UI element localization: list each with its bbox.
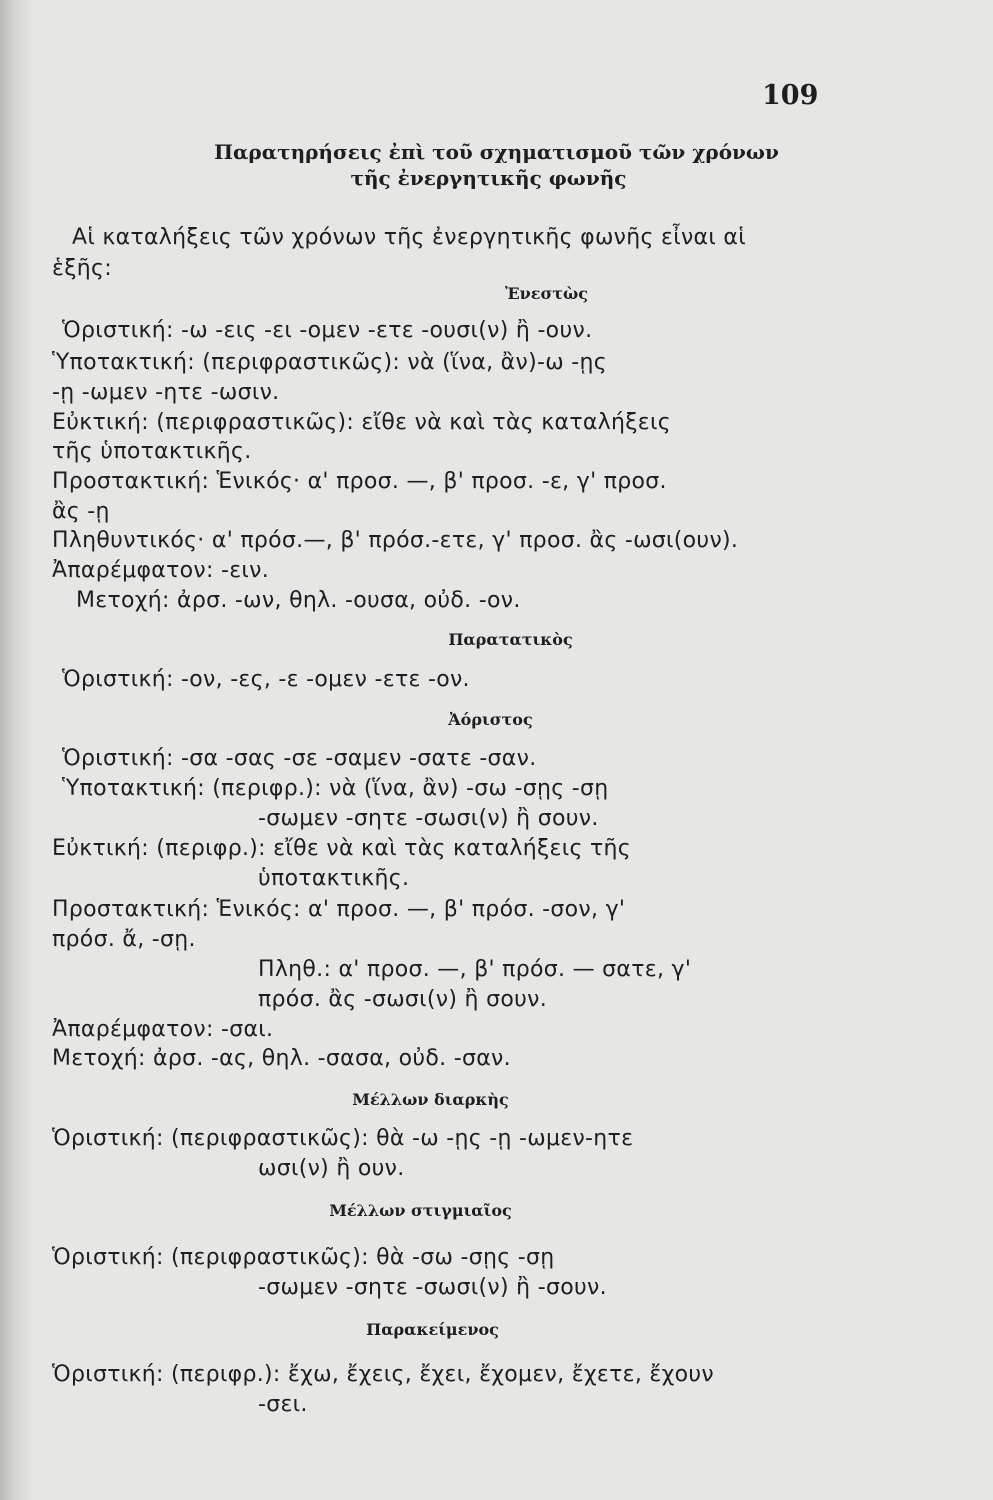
mellon-diarkis-line-1: Ὁριστική: (περιφραστικῶς): θὰ -ω -ῃς -ῃ -ωμεν-ητε: [52, 1126, 634, 1151]
aoristos-line-3: -σωμεν -σητε -σωσι(ν) ἢ σουν.: [258, 806, 599, 831]
enestos-line-5: τῆς ὑποτακτικῆς.: [52, 439, 252, 464]
enestos-line-8: Πληθυντικός· α' πρόσ.—, β' πρόσ.-ετε, γ' προσ. ἂς -ωσι(ουν).: [52, 528, 739, 553]
aoristos-line-10: Ἀπαρέμφατον: -σαι.: [52, 1017, 274, 1042]
enestos-line-7: ἂς -ῃ: [52, 499, 110, 524]
section-heading-parakeimenos: Παρακείμενος: [366, 1320, 499, 1339]
enestos-line-4: Εὐκτική: (περιφραστικῶς): εἴθε νὰ καὶ τὰς καταλήξεις: [52, 410, 671, 435]
mellon-diarkis-line-2: ωσι(ν) ἢ ουν.: [258, 1156, 405, 1181]
page-gutter-shadow: [0, 0, 34, 1500]
section-heading-mellon-diarkis: Μέλλων διαρκὴς: [352, 1090, 509, 1109]
enestos-line-1: Ὁριστική: -ω -εις -ει -ομεν -ετε -ουσι(ν) ἢ -ουν.: [62, 318, 593, 343]
page-number: 109: [762, 80, 819, 111]
enestos-line-6: Προστακτική: Ἑνικός· α' προσ. —, β' προσ. -ε, γ' προσ.: [52, 469, 667, 494]
intro-line-1: Αἱ καταλήξεις τῶν χρόνων τῆς ἐνεργητικῆς φωνῆς εἶναι αἱ: [72, 225, 746, 250]
enestos-line-2: Ὑποτακτική: (περιφραστικῶς): νὰ (ἵνα, ἂν)-ω -ῃς: [52, 350, 607, 375]
section-heading-enestos: Ἐνεστὼς: [504, 284, 589, 303]
paratatikos-line-1: Ὁριστική: -ον, -ες, -ε -ομεν -ετε -ον.: [62, 667, 470, 692]
parakeimenos-line-1: Ὁριστική: (περιφρ.): ἔχω, ἔχεις, ἔχει, ἔχομεν, ἔχετε, ἔχουν: [52, 1362, 714, 1387]
section-heading-paratatikos: Παρατατικὸς: [448, 630, 573, 649]
aoristos-line-6: Προστακτική: Ἑνικός: α' προσ. —, β' πρόσ. -σον, γ': [52, 897, 626, 922]
aoristos-line-5: ὑποτακτικῆς.: [258, 866, 410, 891]
mellon-stigmiaios-line-1: Ὁριστική: (περιφραστικῶς): θὰ -σω -σῃς -σῃ: [52, 1245, 555, 1270]
section-heading-aoristos: Ἀόριστος: [448, 710, 533, 729]
page-title-line-1: Παρατηρήσεις ἐπὶ τοῦ σχηματισμοῦ τῶν χρόνων: [214, 140, 779, 164]
aoristos-line-9: πρόσ. ἂς -σωσι(ν) ἢ σουν.: [258, 987, 547, 1012]
aoristos-line-2: Ὑποτακτική: (περιφρ.): νὰ (ἵνα, ἂν) -σω -σῃς -σῃ: [62, 776, 609, 801]
aoristos-line-11: Μετοχή: ἀρσ. -ας, θηλ. -σασα, οὐδ. -σαν.: [52, 1046, 511, 1071]
aoristos-line-8: Πληθ.: α' προσ. —, β' πρόσ. — σατε, γ': [258, 957, 692, 982]
aoristos-line-4: Εὐκτική: (περιφρ.): εἴθε νὰ καὶ τὰς καταλήξεις τῆς: [52, 836, 631, 861]
page-title-line-2: τῆς ἐνεργητικῆς φωνῆς: [350, 166, 627, 190]
enestos-line-10: Μετοχή: ἀρσ. -ων, θηλ. -ουσα, οὐδ. -ον.: [76, 588, 521, 613]
aoristos-line-7: πρόσ. ἄ, -σῃ.: [52, 927, 196, 952]
enestos-line-9: Ἀπαρέμφατον: -ειν.: [52, 558, 270, 583]
section-heading-mellon-stigmiaios: Μέλλων στιγμιαῖος: [329, 1201, 512, 1220]
intro-line-2: ἑξῆς:: [52, 256, 112, 281]
mellon-stigmiaios-line-2: -σωμεν -σητε -σωσι(ν) ἢ -σουν.: [258, 1275, 607, 1300]
enestos-line-3: -ῃ -ωμεν -ητε -ωσιν.: [52, 380, 280, 405]
parakeimenos-line-2: -σει.: [258, 1392, 308, 1417]
aoristos-line-1: Ὁριστική: -σα -σας -σε -σαμεν -σατε -σαν.: [62, 746, 537, 771]
